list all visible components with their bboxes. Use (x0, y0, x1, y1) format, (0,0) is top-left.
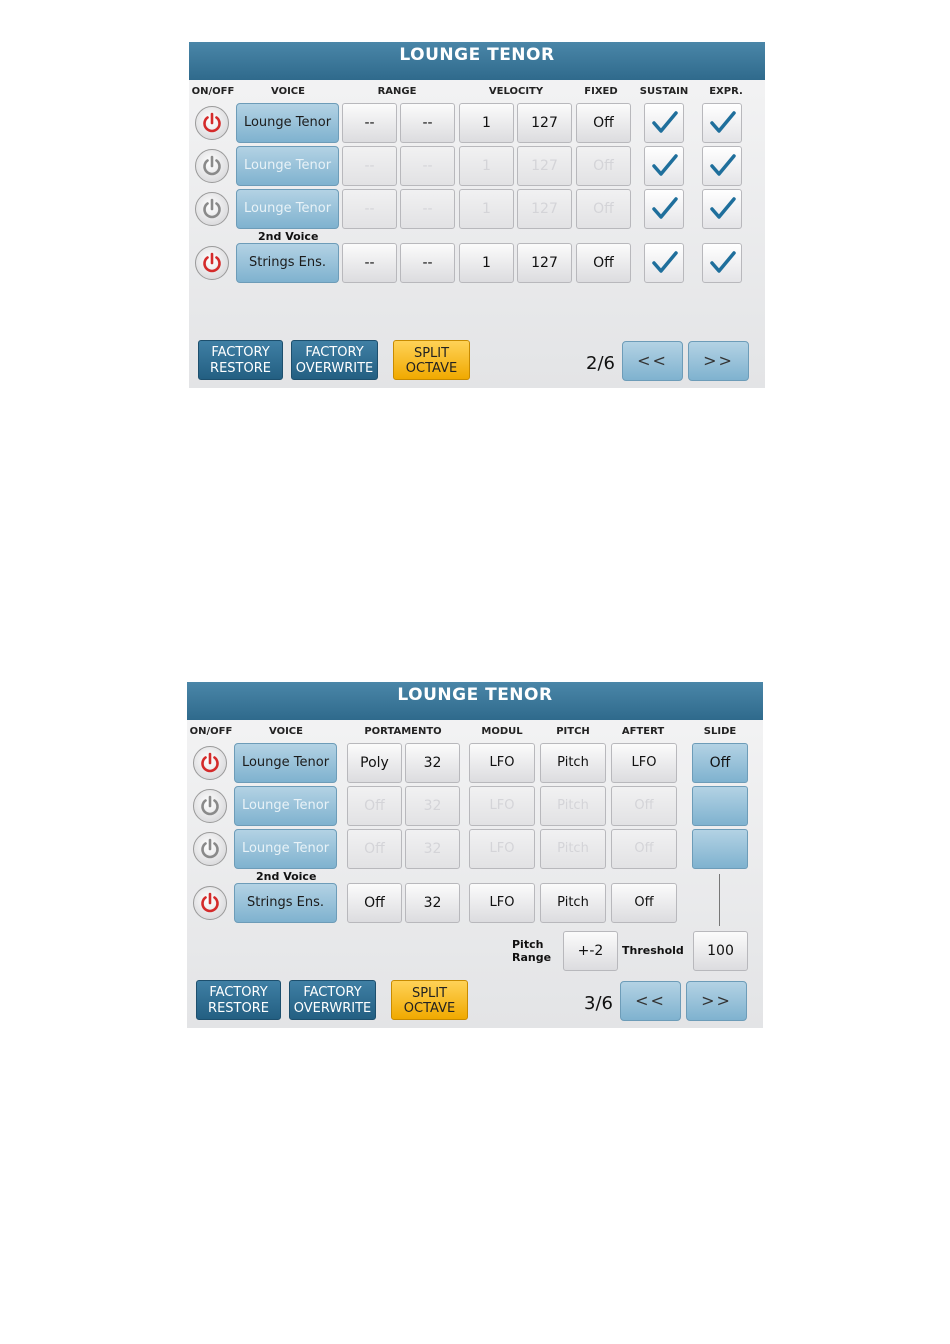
power-toggle[interactable] (195, 149, 229, 183)
power-toggle[interactable] (195, 192, 229, 226)
power-on-icon (199, 752, 221, 774)
header-range: RANGE (377, 86, 417, 97)
portamento-mode-field[interactable]: Off (347, 786, 402, 826)
power-off-icon (199, 795, 221, 817)
aftertouch-field[interactable]: LFO (611, 743, 677, 783)
header-onoff: ON/OFF (191, 86, 235, 97)
power-on-icon (201, 112, 223, 134)
pitch-range-field[interactable]: +-2 (563, 931, 618, 971)
voice-button[interactable]: Strings Ens. (234, 883, 337, 923)
header-onoff: ON/OFF (189, 726, 233, 737)
fixed-field[interactable]: Off (576, 243, 631, 283)
factory-restore-label-line2: RESTORE (208, 1001, 269, 1016)
range-low-field[interactable]: -- (342, 103, 397, 143)
fixed-field[interactable]: Off (576, 103, 631, 143)
power-toggle[interactable] (193, 832, 227, 866)
panel-title: LOUNGE TENOR (189, 42, 765, 80)
sustain-checkbox[interactable] (644, 103, 684, 143)
slide-button[interactable] (692, 829, 748, 869)
fixed-field[interactable]: Off (576, 189, 631, 229)
velocity-low-field[interactable]: 1 (459, 146, 514, 186)
page-indicator: 2/6 (586, 353, 615, 374)
factory-restore-label-line1: FACTORY (209, 985, 268, 1000)
portamento-mode-field[interactable]: Poly (347, 743, 402, 783)
threshold-label: Threshold (622, 944, 684, 957)
checkmark-icon (651, 196, 679, 222)
portamento-time-field[interactable]: 32 (405, 829, 460, 869)
header-velocity: VELOCITY (488, 86, 544, 97)
pitch-field[interactable]: Pitch (540, 829, 606, 869)
modul-field[interactable]: LFO (469, 829, 535, 869)
modul-field[interactable]: LFO (469, 883, 535, 923)
pitch-range-label-line2: Range (512, 951, 552, 964)
header-sustain: SUSTAIN (639, 86, 689, 97)
aftertouch-field[interactable]: Off (611, 883, 677, 923)
range-high-field[interactable]: -- (400, 146, 455, 186)
panel-title: LOUNGE TENOR (187, 682, 763, 720)
range-high-field[interactable]: -- (400, 189, 455, 229)
modul-field[interactable]: LFO (469, 786, 535, 826)
range-low-field[interactable]: -- (342, 146, 397, 186)
header-voice: VOICE (271, 86, 305, 97)
checkmark-icon (709, 196, 737, 222)
range-low-field[interactable]: -- (342, 243, 397, 283)
factory-overwrite-label-line1: FACTORY (303, 985, 362, 1000)
expr-checkbox[interactable] (702, 103, 742, 143)
power-toggle[interactable] (193, 886, 227, 920)
header-modul: MODUL (481, 726, 523, 737)
factory-restore-button[interactable] (196, 980, 281, 1020)
velocity-low-field[interactable]: 1 (459, 243, 514, 283)
factory-overwrite-button[interactable] (289, 980, 376, 1020)
aftertouch-field[interactable]: Off (611, 786, 677, 826)
pitch-range-label (512, 938, 551, 964)
header-aftert: AFTERT (621, 726, 665, 737)
sustain-checkbox[interactable] (644, 243, 684, 283)
power-toggle[interactable] (195, 246, 229, 280)
slide-button[interactable] (692, 786, 748, 826)
voice-button[interactable]: Strings Ens. (236, 243, 339, 283)
header-expr: EXPR. (709, 86, 743, 97)
range-high-field[interactable]: -- (400, 243, 455, 283)
checkmark-icon (651, 250, 679, 276)
divider-line (719, 874, 720, 926)
split-octave-label-line1: SPLIT (411, 986, 448, 1001)
voice-button[interactable]: Lounge Tenor (234, 743, 337, 783)
power-toggle[interactable] (193, 746, 227, 780)
voice-settings-panel-velocity (189, 42, 765, 388)
header-voice: VOICE (269, 726, 303, 737)
next-page-button[interactable]: >> (686, 981, 747, 1021)
voice-button[interactable]: Lounge Tenor (236, 189, 339, 229)
voice-button[interactable]: Lounge Tenor (236, 146, 339, 186)
checkmark-icon (651, 110, 679, 136)
expr-checkbox[interactable] (702, 189, 742, 229)
prev-page-button[interactable]: << (620, 981, 681, 1021)
aftertouch-field[interactable]: Off (611, 829, 677, 869)
fixed-field[interactable]: Off (576, 146, 631, 186)
voice-button[interactable]: Lounge Tenor (234, 829, 337, 869)
page-indicator: 3/6 (584, 993, 613, 1014)
power-toggle[interactable] (193, 789, 227, 823)
power-on-icon (199, 892, 221, 914)
split-octave-label-line2: OCTAVE (403, 1001, 456, 1016)
checkmark-icon (651, 153, 679, 179)
portamento-time-field[interactable]: 32 (405, 786, 460, 826)
split-octave-button[interactable] (393, 340, 470, 380)
factory-overwrite-button[interactable] (291, 340, 378, 380)
second-voice-label: 2nd Voice (256, 870, 317, 883)
power-on-icon (201, 252, 223, 274)
split-octave-button[interactable] (391, 980, 468, 1020)
checkmark-icon (709, 110, 737, 136)
voice-button[interactable]: Lounge Tenor (234, 786, 337, 826)
voice-button[interactable]: Lounge Tenor (236, 103, 339, 143)
portamento-time-field[interactable]: 32 (405, 883, 460, 923)
checkmark-icon (709, 250, 737, 276)
velocity-high-field[interactable]: 127 (517, 243, 572, 283)
range-low-field[interactable]: -- (342, 189, 397, 229)
second-voice-label: 2nd Voice (258, 230, 319, 243)
prev-page-button[interactable]: << (622, 341, 683, 381)
portamento-time-field[interactable]: 32 (405, 743, 460, 783)
sustain-checkbox[interactable] (644, 146, 684, 186)
pitch-field[interactable]: Pitch (540, 786, 606, 826)
range-high-field[interactable]: -- (400, 103, 455, 143)
modul-field[interactable]: LFO (469, 743, 535, 783)
power-toggle[interactable] (195, 106, 229, 140)
velocity-high-field[interactable]: 127 (517, 146, 572, 186)
velocity-high-field[interactable]: 127 (517, 103, 572, 143)
slide-button[interactable]: Off (692, 743, 748, 783)
factory-overwrite-label-line2: OVERWRITE (295, 361, 374, 376)
header-pitch: PITCH (556, 726, 590, 737)
checkmark-icon (709, 153, 737, 179)
expr-checkbox[interactable] (702, 243, 742, 283)
header-fixed: FIXED (584, 86, 618, 97)
factory-overwrite-label-line1: FACTORY (305, 345, 364, 360)
power-off-icon (201, 198, 223, 220)
threshold-field[interactable]: 100 (693, 931, 748, 971)
power-off-icon (199, 838, 221, 860)
velocity-low-field[interactable]: 1 (459, 103, 514, 143)
factory-restore-label-line2: RESTORE (210, 361, 271, 376)
voice-settings-panel-controllers (187, 682, 763, 1028)
velocity-high-field[interactable]: 127 (517, 189, 572, 229)
portamento-mode-field[interactable]: Off (347, 829, 402, 869)
pitch-field[interactable]: Pitch (540, 883, 606, 923)
factory-overwrite-label-line2: OVERWRITE (293, 1001, 372, 1016)
next-page-button[interactable]: >> (688, 341, 749, 381)
split-octave-label-line2: OCTAVE (405, 361, 458, 376)
factory-restore-button[interactable] (198, 340, 283, 380)
sustain-checkbox[interactable] (644, 189, 684, 229)
pitch-field[interactable]: Pitch (540, 743, 606, 783)
velocity-low-field[interactable]: 1 (459, 189, 514, 229)
factory-restore-label-line1: FACTORY (211, 345, 270, 360)
portamento-mode-field[interactable]: Off (347, 883, 402, 923)
expr-checkbox[interactable] (702, 146, 742, 186)
pitch-range-label-line1: Pitch (512, 938, 544, 951)
header-slide: SLIDE (703, 726, 737, 737)
header-portamento: PORTAMENTO (364, 726, 442, 737)
split-octave-label-line1: SPLIT (413, 346, 450, 361)
power-off-icon (201, 155, 223, 177)
